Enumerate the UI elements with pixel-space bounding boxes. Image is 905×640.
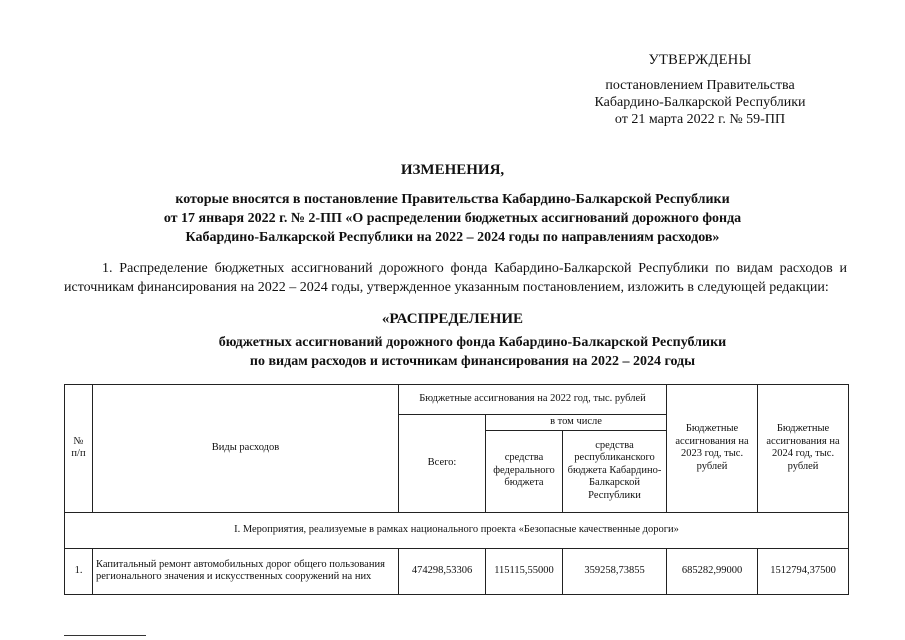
section-row: I. Мероприятия, реализуемые в рамках национального проекта «Безопасные качественные дороги» — [65, 512, 849, 548]
changes-subtitle — [60, 190, 845, 247]
header-total: Всего: — [399, 415, 486, 513]
table-row — [65, 548, 849, 594]
header-num: № п/п — [65, 385, 93, 513]
header-federal: средства федерального бюджета — [486, 430, 563, 512]
row-num: 1. — [65, 548, 93, 594]
approval-line-1: постановлением Правительства — [605, 78, 795, 93]
header-including: в том числе — [486, 415, 667, 431]
row-total: 474298,53306 — [399, 548, 486, 594]
row-2024: 1512794,37500 — [758, 548, 849, 594]
paragraph-1 — [64, 259, 847, 297]
distribution-title: «РАСПРЕДЕЛЕНИЕ — [381, 311, 524, 327]
row-name: Капитальный ремонт автомобильных дорог общего пользования регионального значения и искусственных сооружений на них — [93, 548, 399, 594]
header-republic: средства республиканского бюджета Кабардино-Балкарской Республики — [563, 430, 667, 512]
paragraph-text: 1. Распределение бюджетных ассигнований дорожного фонда Кабардино-Балкарской Республики по видам расходов и источникам финансирования на 2022 – 2024 годы, утвержденное указанным постановлением, изложить в следующей редакции: — [64, 261, 847, 295]
approval-line-2: Кабардино-Балкарской Республики — [594, 95, 806, 110]
header-types: Виды расходов — [93, 385, 399, 513]
changes-line-3: Кабардино-Балкарской Республики на 2022 – 2024 годы по направлениям расходов» — [185, 230, 720, 245]
approval-block — [580, 52, 820, 128]
distribution-line-2: по видам расходов и источникам финансирования на 2022 – 2024 годы — [249, 354, 696, 369]
row-2023: 685282,99000 — [667, 548, 758, 594]
approval-heading: УТВЕРЖДЕНЫ — [648, 52, 752, 68]
distribution-subtitle — [100, 333, 845, 371]
changes-line-1: которые вносятся в постановление Правительства Кабардино-Балкарской Республики — [175, 192, 730, 207]
footnote-separator — [64, 635, 146, 636]
row-federal: 115115,55000 — [486, 548, 563, 594]
header-2023: Бюджетные ассигнования на 2023 год, тыс. рублей — [667, 385, 758, 513]
changes-title: ИЗМЕНЕНИЯ, — [400, 162, 505, 178]
distribution-table — [64, 384, 849, 595]
header-2022-group: Бюджетные ассигнования на 2022 год, тыс. рублей — [399, 385, 667, 415]
header-2024: Бюджетные ассигнования на 2024 год, тыс. рублей — [758, 385, 849, 513]
approval-line-3: от 21 марта 2022 г. № 59-ПП — [614, 112, 786, 127]
row-republic: 359258,73855 — [563, 548, 667, 594]
changes-line-2: от 17 января 2022 г. № 2-ПП «О распределении бюджетных ассигнований дорожного фонда — [163, 211, 742, 226]
distribution-line-1: бюджетных ассигнований дорожного фонда Кабардино-Балкарской Республики — [218, 335, 727, 350]
